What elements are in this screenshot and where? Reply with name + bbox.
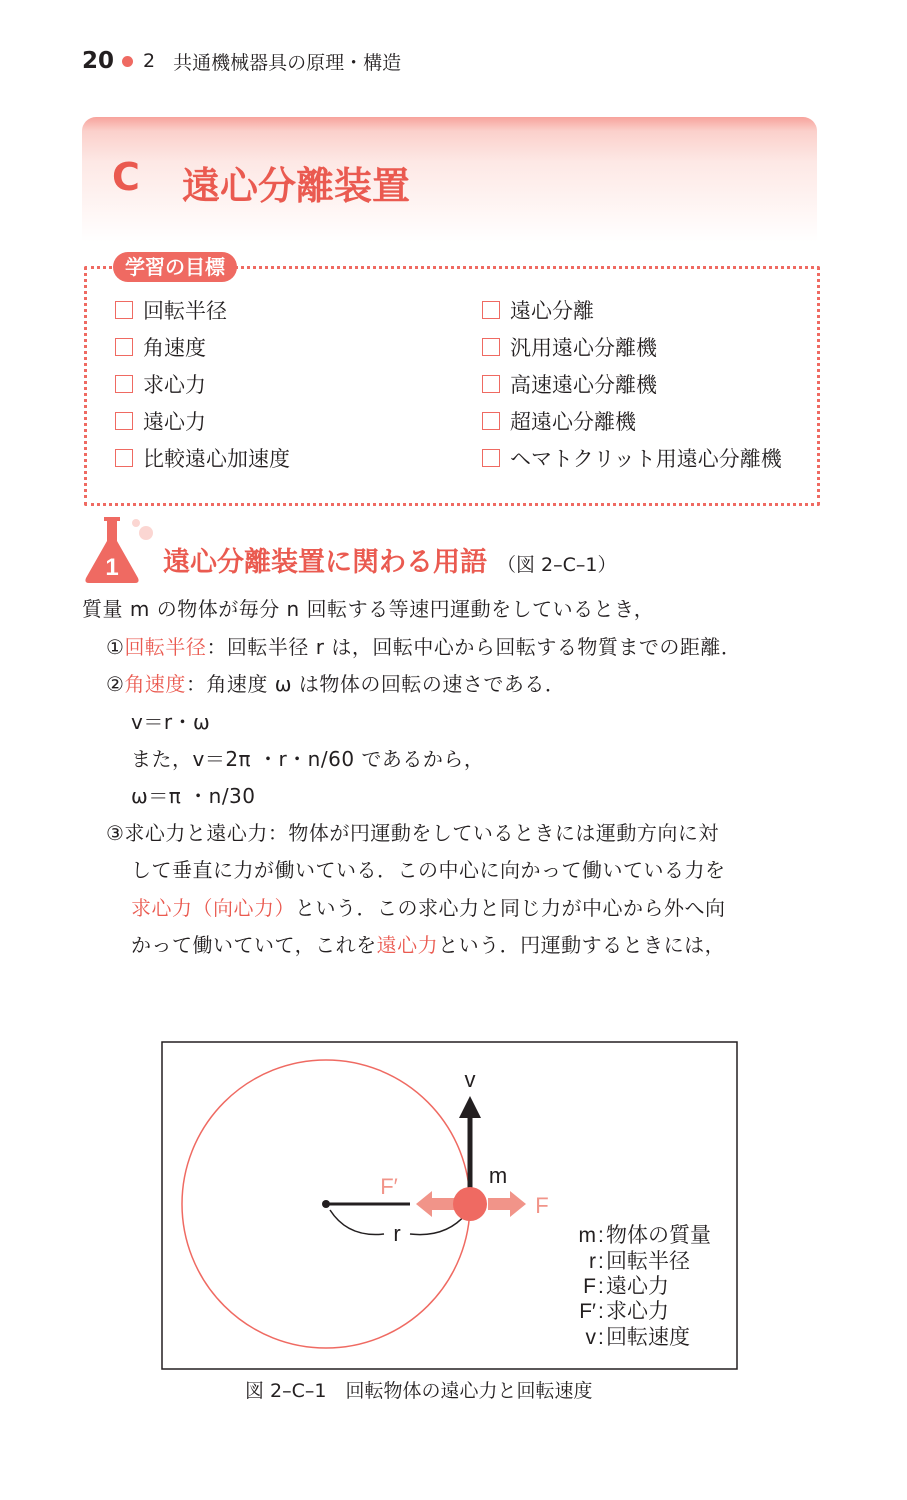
goal-text: 超遠心分離機 [510, 410, 636, 434]
section-letter: C [112, 155, 140, 199]
subsection-number: 1 [105, 554, 119, 581]
item-text: ：回転半径 r は，回転中心から回転する物質までの距離． [206, 635, 742, 659]
item-text: という．円運動するときには， [438, 933, 726, 957]
mass-object [453, 1187, 487, 1221]
velocity-label: v [464, 1067, 476, 1092]
equation: v＝r・ω [131, 710, 211, 734]
legend-key: F [583, 1275, 596, 1298]
subsection-title: 遠心分離装置に関わる用語 [163, 547, 487, 578]
legend-key: r [589, 1250, 596, 1273]
legend-key: v [585, 1326, 596, 1349]
legend-desc: 物体の質量 [606, 1224, 711, 1247]
chapter-number: 2 [143, 50, 156, 72]
goal-text: 遠心分離 [510, 299, 594, 323]
page-number: 20 [82, 48, 115, 74]
legend-desc: 求心力 [606, 1300, 669, 1323]
body-line: 質量 m の物体が毎分 n 回転する等速円運動をしているとき， [82, 597, 655, 621]
goal-text: 比較遠心加速度 [143, 447, 290, 471]
legend-colon: : [598, 1224, 604, 1247]
body-line: ③求心力と遠心力：物体が円運動をしているときには運動方向に対 [106, 821, 719, 845]
figure-reference: （図 2–C–1） [497, 554, 617, 576]
legend-key: m [578, 1224, 596, 1247]
centripetal-force-label: F′ [380, 1174, 398, 1199]
item-text: ：角速度 ω は物体の回転の速さである． [185, 672, 566, 696]
figure-caption: 図 2–C–1 回転物体の遠心力と回転速度 [245, 1380, 593, 1402]
key-term: 遠心力 [376, 933, 439, 957]
item-mark: ② [106, 672, 125, 696]
key-term: 求心力（向心力） [131, 896, 295, 920]
radius-label: r [393, 1221, 401, 1246]
section-title: 遠心分離装置 [182, 164, 411, 208]
chapter-title: 共通機械器具の原理・構造 [173, 51, 402, 74]
key-term: 角速度 [124, 672, 186, 696]
goal-text: 回転半径 [143, 299, 227, 323]
legend-colon: : [598, 1250, 604, 1273]
body-line: して垂直に力が働いている．この中心に向かって働いている力を [131, 858, 726, 882]
body-line: また，v＝2π ・r・n/60 であるから， [131, 747, 485, 771]
goal-text: ヘマトクリット用遠心分離機 [510, 447, 782, 471]
goal-text: 高速遠心分離機 [510, 373, 657, 397]
key-term: 回転半径 [124, 635, 207, 659]
item-text: という．この求心力と同じ力が中心から外へ向 [295, 896, 726, 920]
mass-label: m [488, 1163, 508, 1188]
centrifugal-force-label: F [535, 1193, 549, 1218]
legend-colon: : [598, 1300, 604, 1323]
goal-text: 遠心力 [143, 410, 206, 434]
legend-desc: 遠心力 [606, 1275, 669, 1298]
learning-goals-label: 学習の目標 [113, 252, 237, 282]
item-mark: ① [106, 635, 125, 659]
legend-desc: 回転速度 [606, 1326, 690, 1349]
goal-text: 求心力 [143, 373, 206, 397]
legend-desc: 回転半径 [606, 1250, 690, 1273]
equation: ω＝π ・n/30 [131, 784, 256, 808]
legend-colon: : [598, 1326, 604, 1349]
item-text: かって働いていて，これを [131, 933, 377, 957]
goal-text: 汎用遠心分離機 [510, 336, 657, 360]
goal-text: 角速度 [143, 336, 206, 360]
legend-key: F′ [579, 1300, 596, 1323]
legend-colon: : [598, 1275, 604, 1298]
